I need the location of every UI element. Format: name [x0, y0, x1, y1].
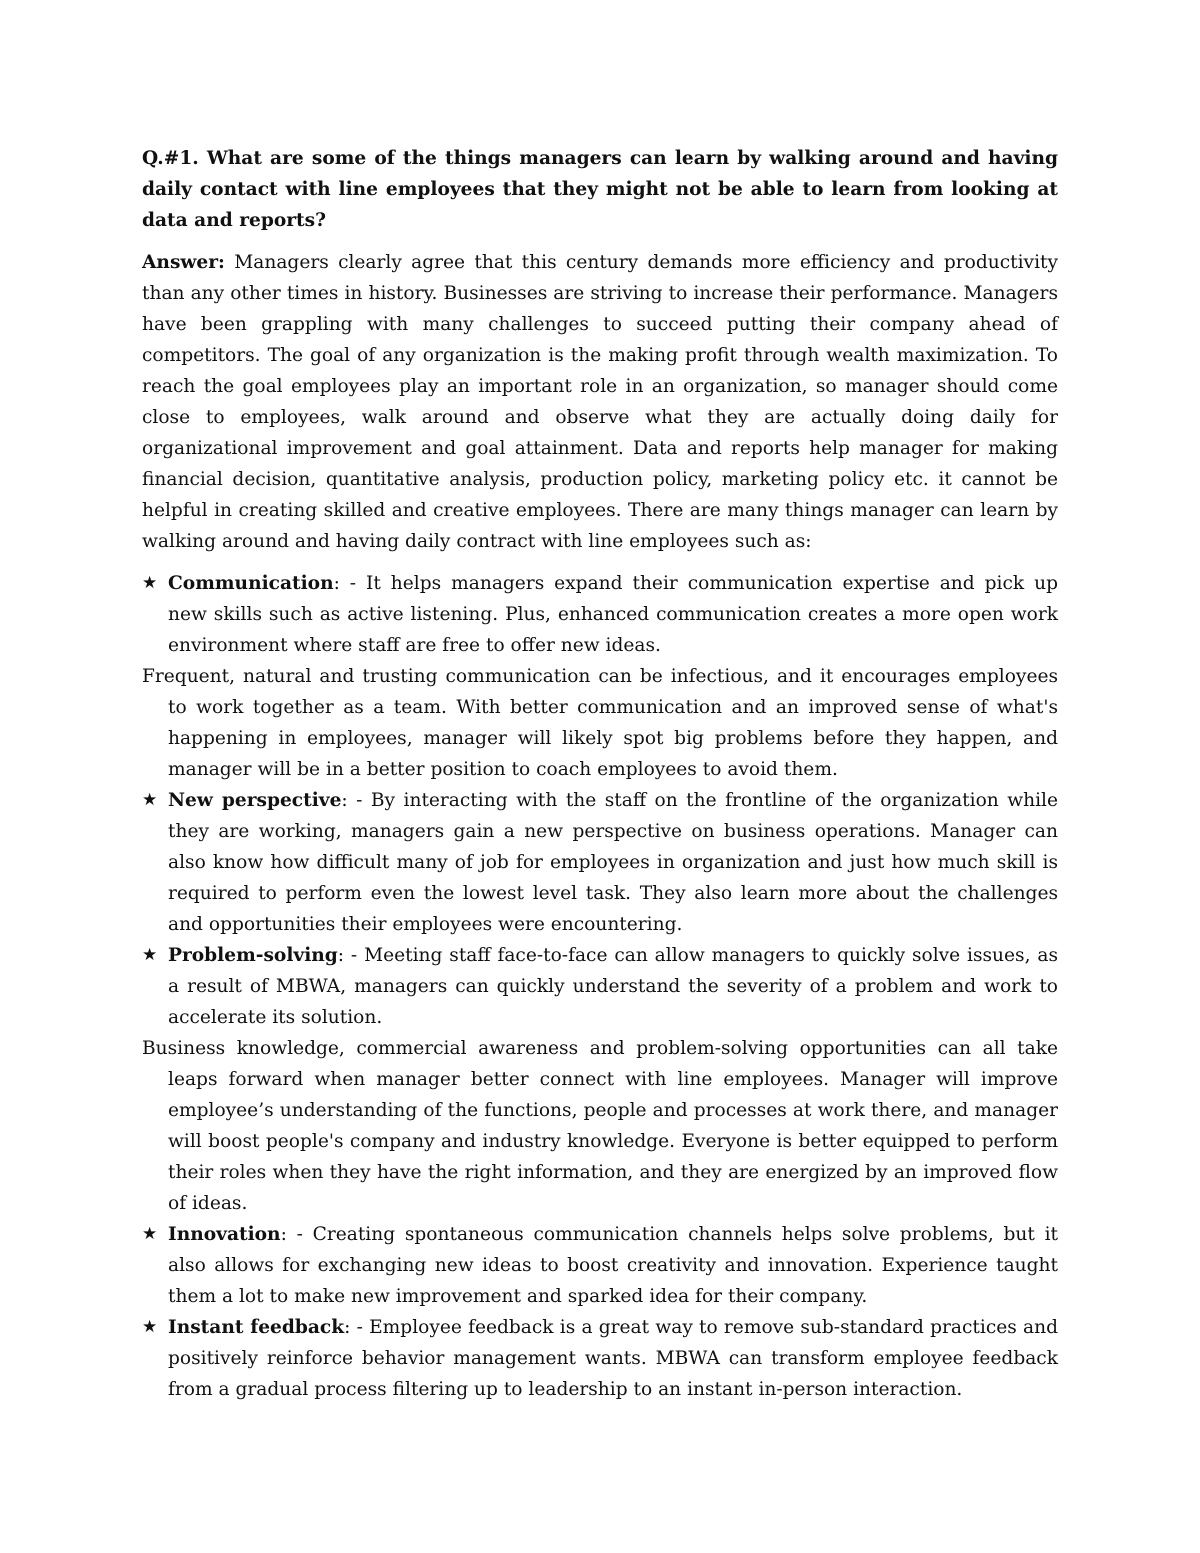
star-bullet-icon: ★: [142, 573, 158, 593]
bullet-item-instant-feedback: [142, 1312, 1058, 1405]
followup-paragraph-problem-solving: Business knowledge, commercial awareness and problem-solving opportunities can all take leaps forward when manager better connect with line employees. Manager will improve employee’s understanding of the functions, people and processes at work there, and manager will boost people's company and industry knowledge. Everyone is better equipped to perform their roles when they have the right information, and they are energized by an improved flow of ideas.: [142, 1038, 1058, 1214]
bullet-term: Problem-solving: [168, 945, 338, 966]
bullet-text: : - Creating spontaneous communication channels helps solve problems, but it also allows for exchanging new ideas to boost creativity and innovation. Experience taught them a lot to make new improvement and sparked idea for their company.: [168, 1224, 1058, 1307]
star-bullet-icon: ★: [142, 790, 158, 810]
star-bullet-icon: ★: [142, 945, 158, 965]
answer-paragraph: [142, 247, 1058, 557]
star-bullet-icon: ★: [142, 1317, 158, 1337]
bullet-term: Innovation: [168, 1224, 281, 1245]
bullet-term: New perspective: [168, 790, 342, 811]
bullet-text: : - Employee feedback is a great way to remove sub-standard practices and positively reinforce behavior management wants. MBWA can transform employee feedback from a gradual process filtering up to leadership to an instant in-person interaction.: [168, 1317, 1058, 1400]
bullet-text: : - It helps managers expand their communication expertise and pick up new skills such as active listening. Plus, enhanced communication creates a more open work environment where staff are free to offer new ideas.: [168, 573, 1058, 656]
bullet-item-communication: [142, 568, 1058, 661]
answer-text: Managers clearly agree that this century demands more efficiency and productivity than any other times in history. Businesses are striving to increase their performance. Managers have been grappling with many challenges to succeed putting their company ahead of competitors. The goal of any organization is the making profit through wealth maximization. To reach the goal employees play an important role in an organization, so manager should come close to employees, walk around and observe what they are actually doing daily for organizational improvement and goal attainment. Data and reports help manager for making financial decision, quantitative analysis, production policy, marketing policy etc. it cannot be helpful in creating skilled and creative employees. There are many things manager can learn by walking around and having daily contract with line employees such as:: [142, 252, 1058, 552]
star-bullet-icon: ★: [142, 1224, 158, 1244]
question-heading: Q.#1. What are some of the things managers can learn by walking around and having daily contact with line employees that they might not be able to learn from looking at data and reports?: [142, 148, 1058, 231]
bullet-text: : - Meeting staff face-to-face can allow managers to quickly solve issues, as a result of MBWA, managers can quickly understand the severity of a problem and work to accelerate its solution.: [168, 945, 1058, 1028]
bullet-term: Instant feedback: [168, 1317, 345, 1338]
bullet-item-new-perspective: [142, 785, 1058, 940]
bullet-term: Communication: [168, 573, 334, 594]
bullet-text: : - By interacting with the staff on the frontline of the organization while they are working, managers gain a new perspective on business operations. Manager can also know how difficult many of job for employees in organization and just how much skill is required to perform even the lowest level task. They also learn more about the challenges and opportunities their employees were encountering.: [168, 790, 1059, 935]
bullet-item-innovation: [142, 1219, 1058, 1312]
followup-paragraph-communication: Frequent, natural and trusting communication can be infectious, and it encourages employees to work together as a team. With better communication and an improved sense of what's happening in employees, manager will likely spot big problems before they happen, and manager will be in a better position to coach employees to avoid them.: [142, 666, 1058, 780]
bullet-item-problem-solving: [142, 940, 1058, 1033]
answer-label: Answer:: [142, 252, 225, 273]
document-page: [142, 143, 1058, 1405]
